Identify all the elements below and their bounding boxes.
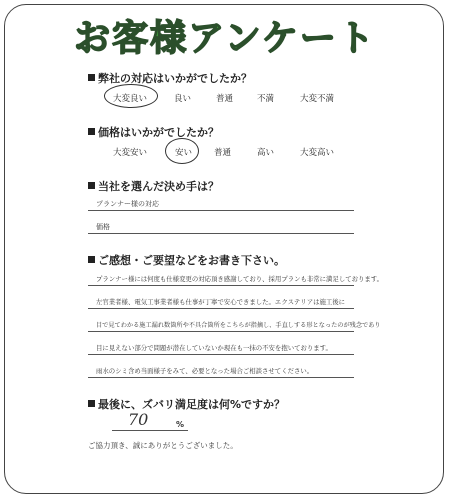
page-title: お客様アンケート (74, 18, 376, 59)
feedback-line: 目に見えない部分で問題が潜在していないか現在も一抹の不安を抱いております。 (96, 344, 332, 352)
answer-underline (88, 285, 354, 286)
option-price-normal[interactable]: 普通 (214, 148, 232, 158)
feedback-line: プランナー様には何度も仕様変更の対応頂き感謝しており、採用プランも非常に満足しております。 (96, 275, 384, 283)
answer-underline (88, 331, 354, 332)
option-service-normal[interactable]: 普通 (216, 94, 234, 104)
bullet-square-icon (88, 128, 95, 135)
bullet-square-icon (88, 182, 95, 189)
answer-underline (88, 210, 354, 211)
option-service-good[interactable]: 良い (174, 94, 192, 104)
reason-answer-line: 価格 (96, 223, 110, 231)
answer-underline (88, 377, 354, 378)
option-price-cheap[interactable]: 安い (175, 148, 193, 158)
feedback-line: 目で見てわかる施工漏れ数箇所や不具合箇所をこちらが指摘し、手直しする形となったのが残念であり (96, 322, 381, 329)
option-service-very-good[interactable]: 大変良い (113, 94, 148, 104)
answer-underline (88, 233, 354, 234)
option-price-very-cheap[interactable]: 大変安い (113, 148, 148, 158)
question-satisfaction: 最後に、ズバリ満足度は何%ですか？ (88, 396, 285, 412)
feedback-line: 左官業者様、電気工事業者様も仕事が丁寧で安心できました。エクステリアは施工後に (96, 298, 346, 306)
question-feedback: ご感想・ご要望などをお書き下さい。 (88, 252, 285, 268)
feedback-line: 雨水のシミ含め当面様子をみて、必要となった場合ご相談させてください。 (96, 367, 314, 375)
question-service: 弊社の対応はいかがでしたか？ (88, 70, 252, 86)
satisfaction-underline (112, 430, 188, 431)
option-service-very-dissatisfied[interactable]: 大変不満 (300, 94, 335, 104)
option-price-expensive[interactable]: 高い (257, 148, 275, 158)
answer-underline (88, 308, 354, 309)
question-price: 価格はいかがでしたか？ (88, 124, 219, 140)
selected-circle-mark (165, 138, 199, 164)
option-service-dissatisfied[interactable]: 不満 (257, 94, 275, 104)
satisfaction-value: 70 (128, 410, 149, 429)
percent-unit: % (176, 420, 185, 429)
thanks-message: ご協力頂き、誠にありがとうございました。 (88, 441, 238, 450)
reason-answer-line: プランナー様の対応 (96, 200, 159, 208)
answer-underline (88, 354, 354, 355)
bullet-square-icon (88, 256, 95, 263)
option-price-very-expensive[interactable]: 大変高い (300, 148, 335, 158)
selected-circle-mark (104, 84, 158, 108)
question-reason: 当社を選んだ決め手は？ (88, 178, 219, 194)
bullet-square-icon (88, 74, 95, 81)
bullet-square-icon (88, 400, 95, 407)
